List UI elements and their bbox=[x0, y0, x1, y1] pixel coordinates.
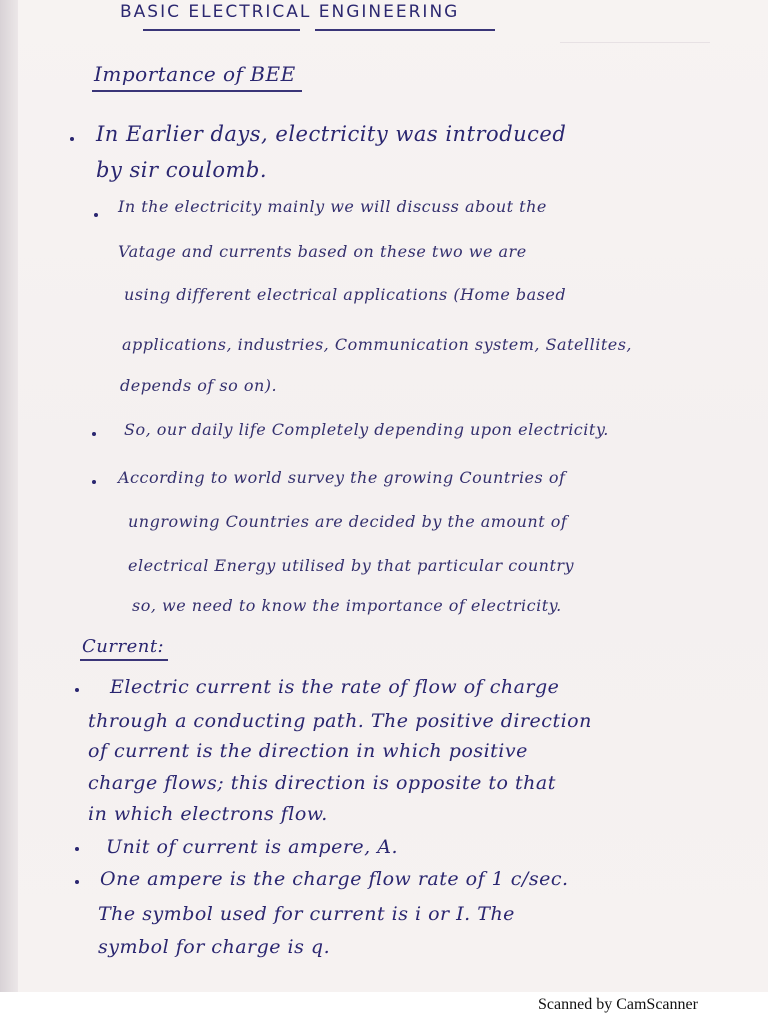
bullet-line: The symbol used for current is i or I. The bbox=[98, 903, 515, 925]
bullet-line: One ampere is the charge flow rate of 1 c/sec. bbox=[100, 868, 569, 890]
bullet-marker bbox=[75, 688, 79, 692]
scanner-watermark: Scanned by CamScanner bbox=[538, 996, 698, 1013]
bullet-line: Electric current is the rate of flow of charge bbox=[110, 676, 560, 698]
bullet-marker bbox=[75, 847, 79, 851]
bullet-line: In the electricity mainly we will discuss about the bbox=[118, 197, 547, 216]
heading-underline bbox=[80, 659, 168, 661]
bullet-line: ungrowing Countries are decided by the amount of bbox=[128, 512, 568, 531]
bullet-line: applications, industries, Communication system, Satellites, bbox=[122, 335, 633, 354]
bullet-line: In Earlier days, electricity was introduced bbox=[96, 122, 567, 146]
bullet-marker bbox=[92, 432, 96, 436]
bullet-line: using different electrical applications (Home based bbox=[124, 285, 567, 304]
bullet-line: electrical Energy utilised by that particular country bbox=[128, 556, 575, 575]
bullet-marker bbox=[75, 880, 79, 884]
title-underline bbox=[143, 29, 300, 31]
bullet-line: Vatage and currents based on these two we are bbox=[118, 242, 527, 261]
bullet-line: depends of so on). bbox=[120, 376, 278, 395]
title-underline bbox=[315, 29, 495, 31]
bullet-marker bbox=[92, 480, 96, 484]
section-heading-importance: Importance of BEE bbox=[94, 62, 296, 86]
page-title: BASIC ELECTRICAL ENGINEERING bbox=[120, 2, 460, 22]
bullet-line: by sir coulomb. bbox=[96, 158, 268, 182]
bullet-line: Unit of current is ampere, A. bbox=[106, 836, 398, 858]
bullet-line: of current is the direction in which positive bbox=[88, 740, 528, 762]
page-binding-edge bbox=[0, 0, 18, 1024]
bullet-line: in which electrons flow. bbox=[88, 803, 328, 825]
bullet-line: charge flows; this direction is opposite to that bbox=[88, 772, 556, 794]
bullet-line: so, we need to know the importance of electricity. bbox=[132, 596, 562, 615]
bullet-marker bbox=[70, 137, 74, 141]
bleed-through-mark bbox=[560, 28, 710, 43]
bullet-marker bbox=[94, 213, 98, 217]
bullet-line: symbol for charge is q. bbox=[98, 936, 331, 958]
bullet-line: According to world survey the growing Countries of bbox=[118, 468, 566, 487]
section-heading-current: Current: bbox=[82, 636, 165, 657]
bullet-line: So, our daily life Completely depending upon electricity. bbox=[124, 420, 609, 439]
heading-underline bbox=[92, 90, 302, 92]
bullet-line: through a conducting path. The positive direction bbox=[88, 710, 592, 732]
